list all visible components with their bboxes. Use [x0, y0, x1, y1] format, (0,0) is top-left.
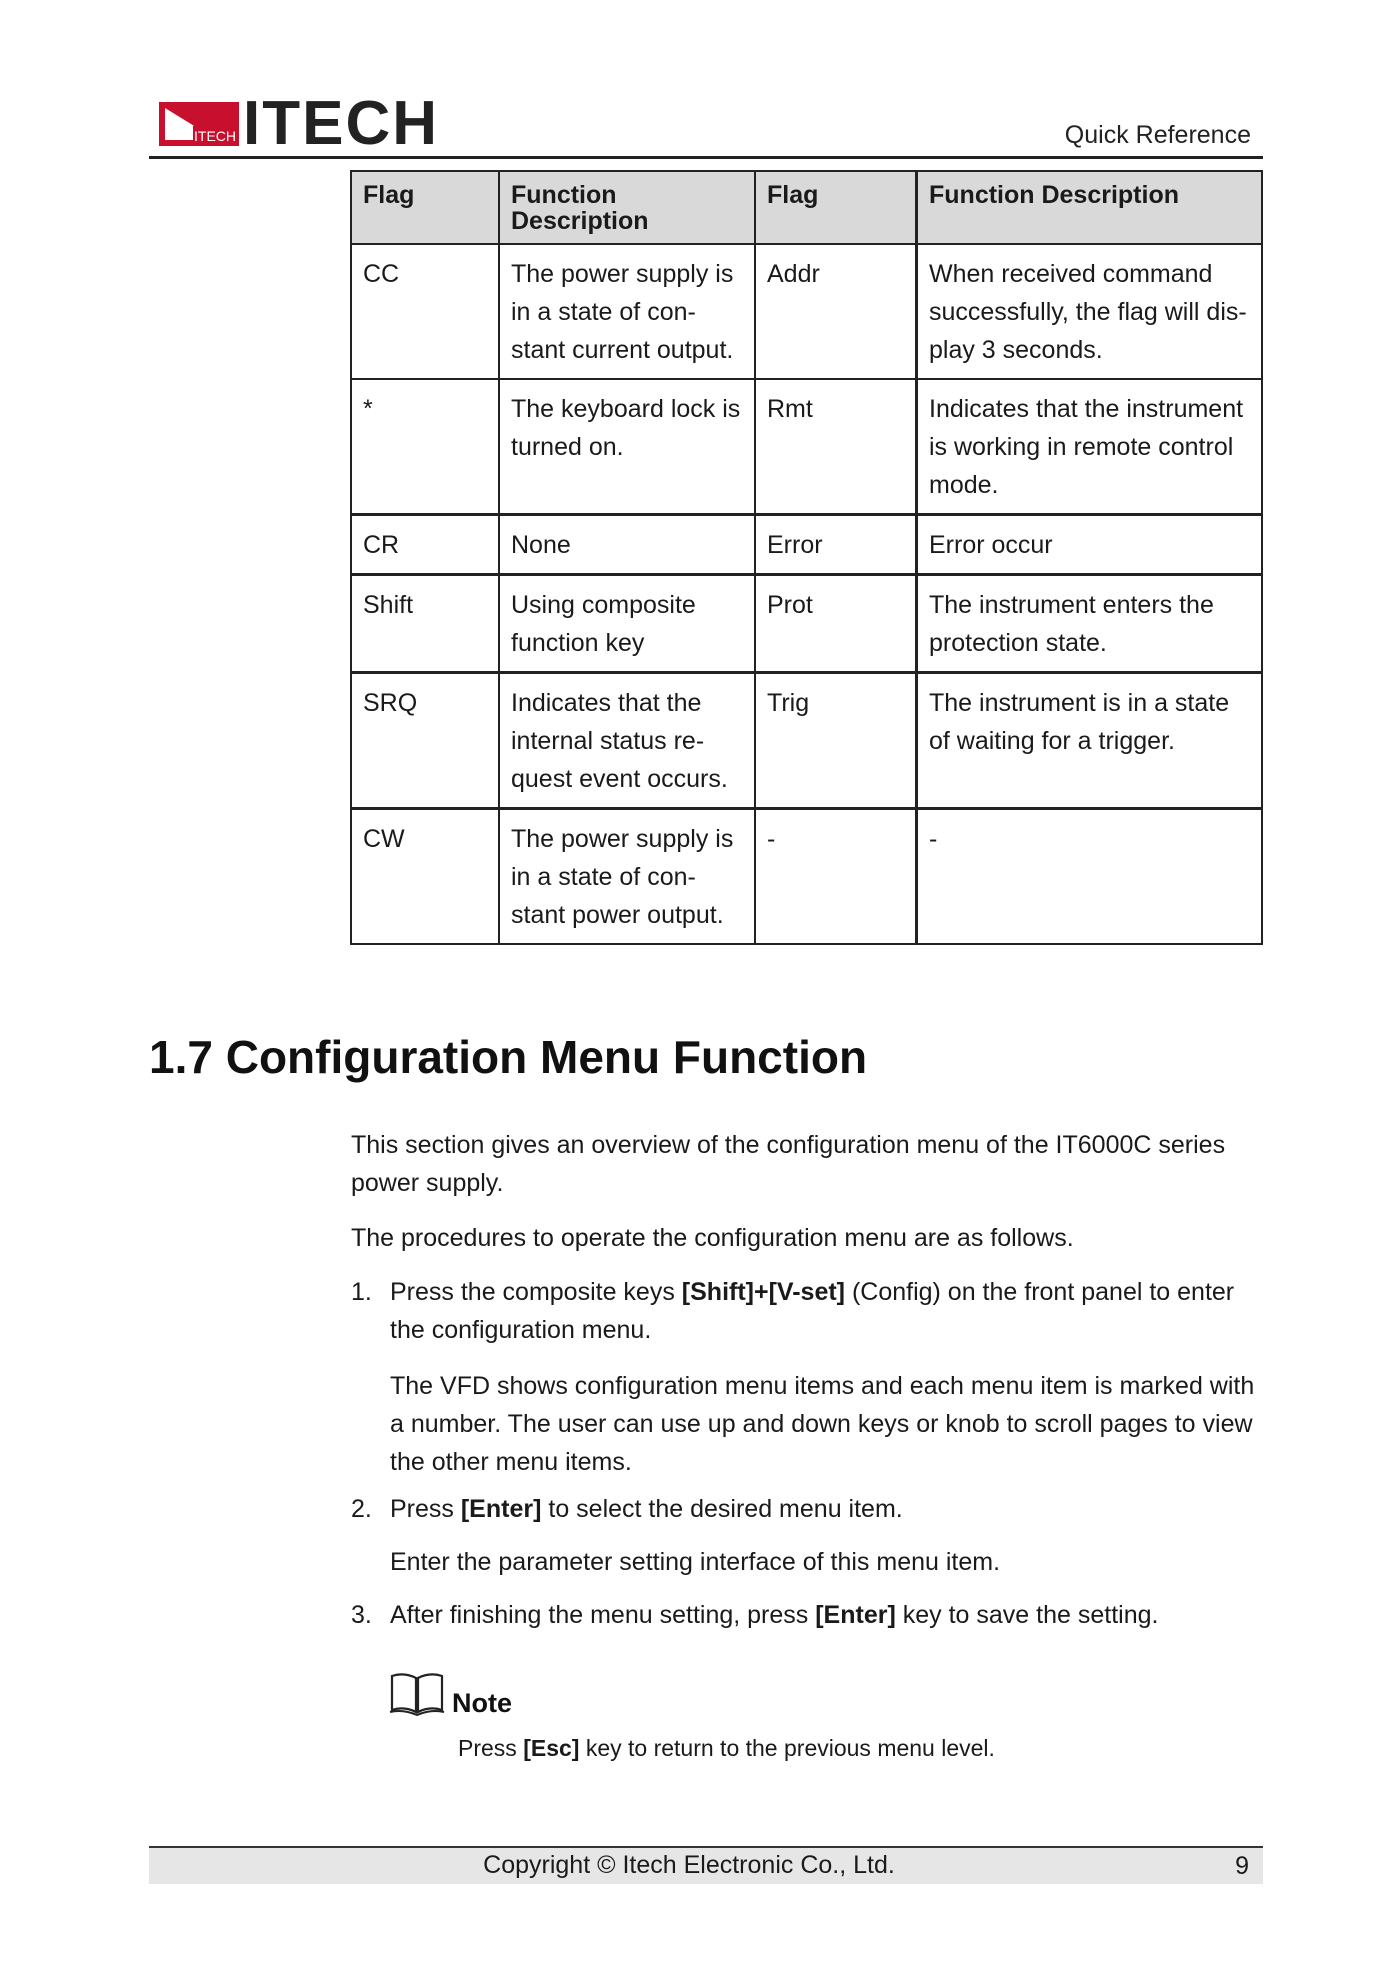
table-row	[351, 575, 1262, 673]
intro-paragraph: This section gives an overview of the configuration menu of the IT6000C series power supply.	[351, 1131, 1226, 1197]
header-description-2: Function Description	[917, 171, 1263, 244]
procedures-paragraph: The procedures to operate the configuration menu are as follows.	[351, 1224, 1074, 1252]
flag-cell: CC	[351, 244, 499, 379]
step-number: 1.	[351, 1278, 372, 1306]
step-text: Press [Enter] to select the desired menu item.	[390, 1495, 903, 1523]
description-cell: The power supply is in a state of con-stant current output.	[499, 244, 755, 379]
logo-wordmark: ITECH	[243, 89, 439, 158]
flag-cell: CW	[351, 809, 499, 945]
description-cell: None	[499, 515, 755, 575]
table-header-row	[351, 171, 1262, 244]
description-cell: The instrument is in a state of waiting for a trigger.	[917, 673, 1263, 809]
header-flag-2: Flag	[755, 171, 917, 244]
flag-cell: SRQ	[351, 673, 499, 809]
step-number: 3.	[351, 1601, 372, 1629]
description-cell: Error occur	[917, 515, 1263, 575]
table-row	[351, 244, 1262, 379]
description-cell: When received command successfully, the flag will dis-play 3 seconds.	[917, 244, 1263, 379]
step-1-detail: The VFD shows configuration menu items and each menu item is marked with a number. The user can use up and down keys or knob to scroll pages to view the other menu items.	[390, 1372, 1255, 1476]
section-label: Quick Reference	[1064, 121, 1251, 149]
step-text: Press the composite keys [Shift]+[V-set] (Config) on the front panel to enter the configuration menu.	[390, 1278, 1235, 1344]
description-cell: The instrument enters the protection state.	[917, 575, 1263, 673]
table-row	[351, 515, 1262, 575]
flag-cell: Trig	[755, 673, 917, 809]
flag-cell: Rmt	[755, 379, 917, 515]
flag-table	[350, 170, 1263, 945]
section-title: 1.7 Configuration Menu Function	[149, 1031, 868, 1083]
description-cell: Indicates that the instrument is working in remote control mode.	[917, 379, 1263, 515]
flag-cell: Prot	[755, 575, 917, 673]
svg-text:ITECH: ITECH	[194, 128, 236, 144]
flag-cell: Error	[755, 515, 917, 575]
key-label: [Shift]+[V-set]	[681, 1278, 845, 1306]
description-cell: Using composite function key	[499, 575, 755, 673]
table-row	[351, 809, 1262, 945]
itech-logo	[159, 89, 439, 158]
table-row	[351, 673, 1262, 809]
page-number: 9	[1235, 1852, 1249, 1880]
step-number: 2.	[351, 1495, 372, 1523]
header-description-1: Function Description	[499, 171, 755, 244]
header-flag-1: Flag	[351, 171, 499, 244]
step-2	[351, 1490, 1263, 1528]
key-label: [Enter]	[460, 1495, 542, 1523]
description-cell: The power supply is in a state of con-stant power output.	[499, 809, 755, 945]
description-cell: -	[917, 809, 1263, 945]
key-label: [Enter]	[815, 1601, 896, 1629]
step-1	[351, 1273, 1263, 1349]
flag-cell: *	[351, 379, 499, 515]
note-text: Press [Esc] key to return to the previous menu level.	[458, 1735, 995, 1761]
page-footer	[149, 1846, 1263, 1884]
key-label: [Esc]	[523, 1735, 580, 1761]
flag-cell: Shift	[351, 575, 499, 673]
description-cell: Indicates that the internal status re-quest event occurs.	[499, 673, 755, 809]
description-cell: The keyboard lock is turned on.	[499, 379, 755, 515]
flag-cell: Addr	[755, 244, 917, 379]
note-label: Note	[452, 1688, 512, 1718]
step-text: After finishing the menu setting, press [Enter] key to save the setting.	[390, 1601, 1159, 1629]
open-book-icon	[389, 1672, 445, 1716]
step-3	[351, 1596, 1263, 1634]
copyright-text: Copyright © Itech Electronic Co., Ltd.	[483, 1851, 895, 1879]
step-2-detail: Enter the parameter setting interface of this menu item.	[390, 1548, 1001, 1576]
page-header	[149, 89, 1263, 159]
flag-cell: CR	[351, 515, 499, 575]
itech-logo-mark-icon	[159, 100, 239, 148]
flag-cell: -	[755, 809, 917, 945]
table-row	[351, 379, 1262, 515]
